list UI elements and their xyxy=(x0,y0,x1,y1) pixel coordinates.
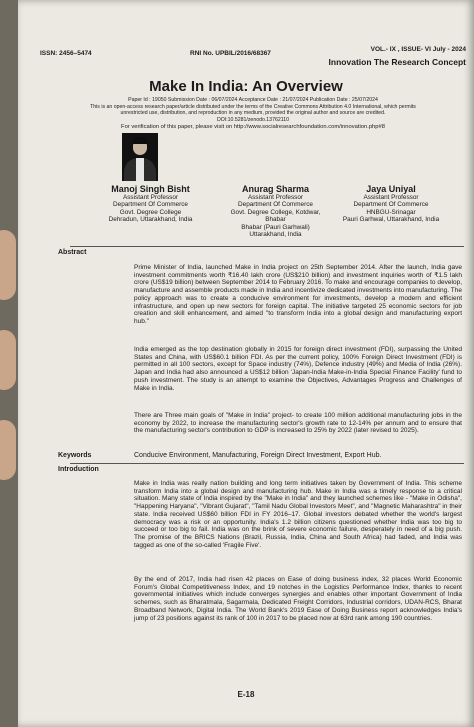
meta-dates: Paper Id : 19050 Submission Date : 06/07/2024 Acceptance Date : 21/07/2024 Publication Date : 25/07/2024 xyxy=(128,97,378,103)
intro-paragraph: Make in India was really nation building and long term initiatives taken by Government of India. This scheme transform India into a global design and manufacturing hub. Make in India was a timely response to a critical situation. Many state of India inspired by the "Make in India" and they launched schemes like - "Make in Odisha", "Happening Haryana", "Vibrant Gujarat", "Tamil Nadu Global Investors Meet", and "Magnetic Maharashtra" in their state. India received US$60 billion FDI in FY 2016–17. Global investors debated whether the world's largest democracy was a risk or an opportunity. India's 1.2 billion citizens questioned whether India was too big to succeed or too big to fail. India was on the brink of severe economic failure, desperately in need of a big push. The promise of the BRICS Nations (Brazil, Russia, India, China and South Africa) had faded, and India was tagged as one of the so-called 'Fragile Five'. xyxy=(134,480,462,549)
page-number: E-18 xyxy=(237,690,255,699)
author-name: Jaya Uniyal xyxy=(366,184,416,194)
paper-page xyxy=(18,0,474,727)
issn-label: ISSN: 2456–5474 xyxy=(40,50,92,57)
author-line: Bhabar xyxy=(265,216,286,224)
author-line: Assistant Professor xyxy=(247,194,304,201)
author-photo xyxy=(122,133,158,181)
keywords-heading: Keywords xyxy=(58,452,92,459)
verification-link[interactable]: For verification of this paper, please visit on http://www.socialresearchfoundation.com/innovation.php#8 xyxy=(121,124,385,130)
author-line: Govt. Degree College xyxy=(119,208,182,216)
author-line: Uttarakhand, India xyxy=(249,231,302,239)
volume-label: VOL.- IX , ISSUE- VI July - 2024 xyxy=(370,46,466,53)
author-2 xyxy=(213,184,338,238)
journal-header xyxy=(40,46,466,70)
introduction-heading: Introduction xyxy=(58,466,99,473)
author-line: Govt. Degree College, Kotdwar, xyxy=(230,208,321,216)
abstract-paragraph: Prime Minister of India, launched Make in India project on 25th September 2014. After the launch, India gave investment commitments worth ₹16.40 lakh crore (US$210 billion) and investment inquiries worth of ₹1.5 lakh crore (US$19 billion) between September 2014 to February 2016. To make and encourage companies to develop, manufacture and assemble products made in India and incentivize dedicated investments into manufacturing. The policy approach was to create a conducive environment for investments, develop a modern and efficient infrastructure, and open up new sectors for foreign capital. The initiative targeted 25 economic sectors for job creation and skill enhancement, and aimed "to transform India into a global design and manufacturing export hub." xyxy=(134,264,462,325)
author-line: Assistant Professor xyxy=(363,194,419,201)
abstract-heading: Abstract xyxy=(58,249,87,256)
author-line: Bhabar (Pauri Garhwali) xyxy=(241,223,310,231)
finger-overlay xyxy=(0,330,16,390)
paper-title: Make In India: An Overview xyxy=(149,78,343,95)
meta-license-1: This is an open-access research paper/article distributed under the terms of the Creative Commons Attribution 4.0 International, which permits xyxy=(90,103,416,110)
author-line: Assistant Professor xyxy=(122,194,179,201)
author-line: Pauri Garhwal, Uttarakhand, India xyxy=(342,216,440,224)
keywords-text: Conducive Environment, Manufacturing, Foreign Direct Investment, Export Hub. xyxy=(134,452,382,459)
rni-label: RNI No. UPBIL/2016/68367 xyxy=(190,50,271,57)
meta-doi: DOI:10.5281/zenodo.13762110 xyxy=(216,116,289,123)
intro-paragraph: By the end of 2017, India had risen 42 places on Ease of doing business index, 32 places World Economic Forum's Global Competitiveness Index, and 19 notches in the Logistics Performance Index, thanks to recent governmental initiatives which include converges synergies and enables other important Government of India schemes, such as Bharatmala, Sagarmala, Dedicated Freight Corridors, Industrial corridors, UDAN-RCS, Bharat Broadband Network, Digital India. The World Bank's 2019 Ease of Doing Business report acknowledges India's jump of 23 positions against its rank of 100 in 2017 to be placed now at 63rd rank among 190 countries. xyxy=(134,576,462,622)
author-line: Department Of Commerce xyxy=(113,201,188,209)
abstract-paragraph: There are Three main goals of "Make in India" project- to create 100 million additional manufacturing jobs in the economy by 2022, to increase the manufacturing sector's growth rate to 12-14% per annum and to ensure that the manufacturing sector's contribution to GDP is increased to 25% by 2022 (later revised to 2025). xyxy=(134,412,462,435)
author-1 xyxy=(88,184,213,224)
author-line: Dehradun, Uttarakhand, India xyxy=(108,216,193,224)
journal-name: Innovation The Research Concept xyxy=(328,57,466,67)
paper-meta xyxy=(48,97,458,123)
author-name: Anurag Sharma xyxy=(241,184,310,194)
author-line: HNBGU-Srinagar xyxy=(366,208,416,216)
abstract-paragraph: India emerged as the top destination globally in 2015 for foreign direct investment (FDI), surpassing the United States and China, with US$60.1 billion FDI. As per the current policy, 100% Foreign Direct Investment (FDI) is permitted in all 100 sectors, except for Space industry (74%), Defence industry (49%) and Media of India (26%). Japan and India had also announced a US$12 billion 'Japan-India Make-in-India Special Finance Facility' fund to push investment. The study is an attempt to examine the Objectives, Advantages Progress and Challenges of Make in India. xyxy=(134,346,462,392)
finger-overlay xyxy=(0,420,16,480)
meta-license-2: unrestricted use, distribution, and reproduction in any medium, provided the original author and source are credited. xyxy=(120,110,386,117)
finger-overlay xyxy=(0,230,16,300)
author-name: Manoj Singh Bisht xyxy=(111,184,190,194)
section-divider xyxy=(70,463,464,464)
author-line: Department Of Commerce xyxy=(238,201,313,209)
author-line: Department Of Commerce xyxy=(353,201,429,209)
author-3 xyxy=(331,184,451,224)
section-divider xyxy=(70,246,464,247)
